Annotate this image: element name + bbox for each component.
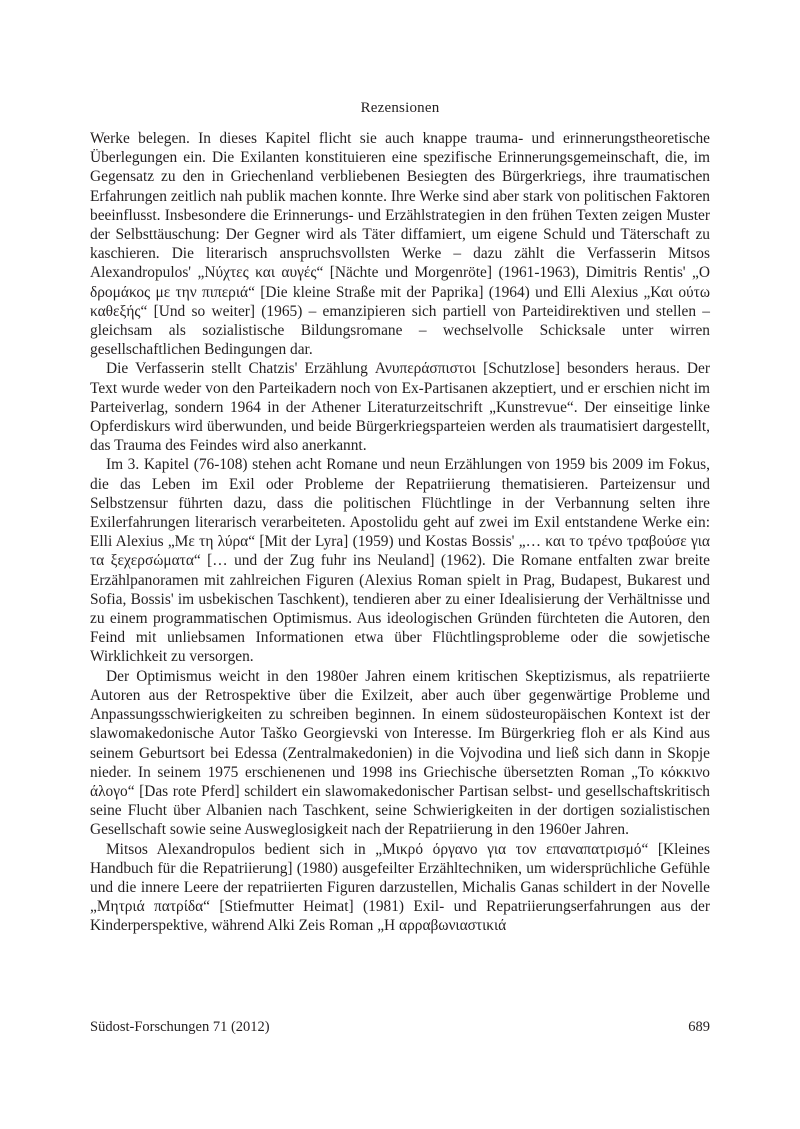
journal-citation: Südost-Forschungen 71 (2012)	[90, 1019, 270, 1035]
page-number: 689	[688, 1019, 710, 1035]
paragraph: Werke belegen. In dieses Kapitel flicht sie auch knappe trauma- und erinnerungstheoretische Überlegungen ein. Die Exilanten konstituieren eine spezifische Erinnerungsgemeinschaft, die, im Gegensatz zu den in Griechenland verbliebenen Besiegten des Bürgerkriegs, ihre traumatischen Erfahrungen zeitlich nah publik machen konnte. Ihre Werke sind aber stark von politischen Faktoren beeinflusst. Insbesondere die Erinnerungs- und Erzählstrategien in den frühen Texten zeigen Muster der Selbsttäuschung: Der Gegner wird als Täter diffamiert, um eigene Schuld und Täterschaft zu kaschieren. Die literarisch anspruchsvollsten Werke – dazu zählt die Verfasserin Mitsos Alexandropulos' „Νύχτες και αυγές“ [Nächte und Morgenröte] (1961-1963), Dimitris Rentis' „Ο δρομάκος με την πιπεριά“ [Die kleine Straße mit der Paprika] (1964) und Elli Alexius „Και ούτω καθεξής“ [Und so weiter] (1965) – emanzipieren sich partiell von Parteidirektiven und stellen – gleichsam als sozialistische Bildungsromane – wechselvolle Schicksale unter wirren gesellschaftlichen Bedingungen dar.	[90, 130, 710, 359]
review-body	[90, 129, 710, 936]
paragraph: Der Optimismus weicht in den 1980er Jahren einem kritischen Skeptizismus, als repatriierte Autoren aus der Retrospektive über die Exilzeit, aber auch über gegenwärtige Probleme und Anpassungsschwierigkeiten zu schreiben beginnen. In einem südosteuropäischen Kontext ist der slawomakedonische Autor Taško Georgievski von Interesse. Im Bürgerkrieg floh er als Kind aus seinem Geburtsort bei Edessa (Zentralmakedonien) in die Vojvodina und ließ sich dann in Skopje nieder. In seinem 1975 erschienenen und 1998 ins Griechische übersetzten Roman „Το κόκκινο άλογο“ [Das rote Pferd] schildert ein slawomakedonischer Partisan selbst- und gesellschaftskritisch seine Flucht über Albanien nach Taschkent, seine Schwierigkeiten in der dortigen sozialistischen Gesellschaft sowie seine Ausweglosigkeit nach der Repatriierung in den 1960er Jahren.	[90, 667, 710, 839]
paragraph: Die Verfasserin stellt Chatzis' Erzählung Ανυπεράσπιστοι [Schutzlose] besonders heraus. Der Text wurde weder von den Parteikadern noch von Ex-Partisanen akzeptiert, und er erschien nicht im Parteiverlag, sondern 1964 in der Athener Literaturzeitschrift „Kunstrevue“. Der einseitige linke Opferdiskurs wird überwunden, und beide Bürgerkriegsparteien werden als traumatisiert dargestellt, das Trauma des Feindes wird also anerkannt.	[90, 360, 710, 455]
paragraph: Mitsos Alexandropulos bedient sich in „Μικρό όργανο για τον επαναπατρισμό“ [Kleines Handbuch für die Repatriierung] (1980) ausgefeilter Erzähltechniken, um widersprüchliche Gefühle und die innere Leere der repatriierten Figuren darzustellen, Michalis Ganas schildert in der Novelle „Μητριά πατρίδα“ [Stiefmutter Heimat] (1981) Exil- und Repatriierungserfahrungen aus der Kinderperspektive, während Alki Zeis Roman „Η αρραβωνιαστικιά	[90, 840, 710, 935]
paragraph: Im 3. Kapitel (76-108) stehen acht Romane und neun Erzählungen von 1959 bis 2009 im Fokus, die das Leben im Exil oder Probleme der Repatriierung thematisieren. Parteizensur und Selbstzensur führten dazu, dass die politischen Flüchtlinge in der Verbannung selten ihre Exilerfahrungen literarisch verarbeiteten. Apostolidu geht auf zwei im Exil entstandene Werke ein: Elli Alexius „Με τη λύρα“ [Mit der Lyra] (1959) und Kostas Bossis' „… και το τρένο τραβούσε για τα ξεχερσώματα“ [… und der Zug fuhr ins Neuland] (1962). Die Romane entfalten zwar breite Erzählpanoramen mit zahlreichen Figuren (Alexius Roman spielt in Prag, Budapest, Bukarest und Sofia, Bossis' im usbekischen Taschkent), tendieren aber zu einer Idealisierung der Verhältnisse und zu einem programmatischen Optimismus. Aus ideologischen Gründen fürchteten die Autoren, den Feind mit unliebsamen Informationen etwa über Flüchtlingsprobleme oder die sowjetische Wirklichkeit zu versorgen.	[90, 456, 710, 666]
running-head: Rezensionen	[360, 100, 440, 116]
